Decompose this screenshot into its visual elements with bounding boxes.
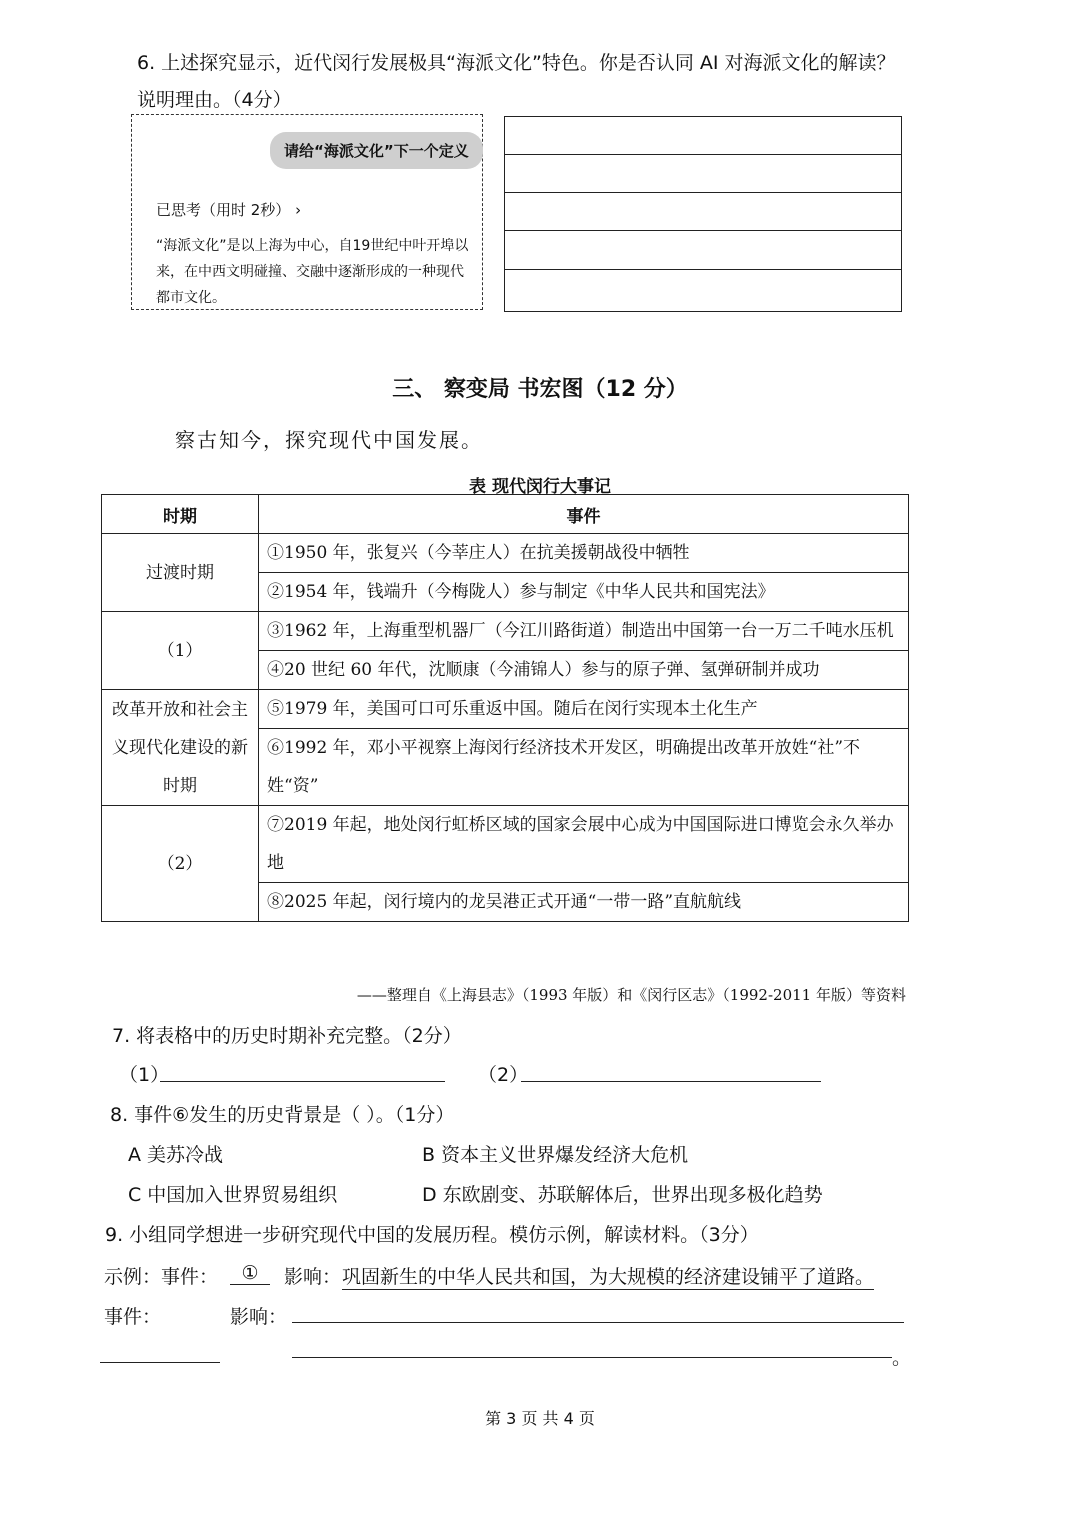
q9-impact-line-2[interactable] — [292, 1357, 892, 1358]
q7-blank2-line[interactable] — [521, 1081, 821, 1082]
section-intro: 察古知今，探究现代中国发展。 — [175, 428, 483, 452]
q8-option-b[interactable]: B 资本主义世界爆发经济大危机 — [422, 1144, 689, 1166]
q6-line2: 说明理由。（4分） — [137, 89, 292, 111]
table-caption: 表 现代闵行大事记 — [469, 477, 611, 497]
answer-line — [505, 192, 901, 193]
header-period: 时期 — [102, 495, 259, 534]
answer-line — [505, 154, 901, 155]
event-cell: ⑦2019 年起，地处闵行虹桥区域的国家会展中心成为中国国际进口博览会永久举办地 — [259, 806, 909, 883]
event-cell: ②1954 年，钱端升（今梅陇人）参与制定《中华人民共和国宪法》 — [259, 573, 909, 612]
ai-prompt-bubble: 请给“海派文化”下一个定义 — [270, 132, 483, 169]
q7-blank2-label: （2） — [478, 1064, 529, 1086]
events-table — [101, 494, 909, 922]
table-row — [102, 806, 909, 883]
answer-line — [505, 230, 901, 231]
section-title: 三、 察变局 书宏图（12 分） — [392, 377, 688, 402]
period-cell: 改革开放和社会主义现代化建设的新时期 — [102, 690, 259, 806]
q9-impact-label: 影响： — [230, 1306, 288, 1328]
q7-blank1-label: （1） — [119, 1064, 170, 1086]
q9-example-impact-label: 影响： — [284, 1266, 342, 1288]
event-cell: ⑧2025 年起，闵行境内的龙吴港正式开通“一带一路”直航航线 — [259, 883, 909, 922]
q8-option-d[interactable]: D 东欧剧变、苏联解体后，世界出现多极化趋势 — [422, 1184, 823, 1206]
ai-thinking-label: 已思考（用时 2秒） › — [156, 201, 302, 219]
q8-text: 8. 事件⑥发生的历史背景是（ ）。（1分） — [110, 1104, 455, 1126]
table-row — [102, 612, 909, 651]
page-footer: 第 3 页 共 4 页 — [485, 1409, 595, 1428]
table-source-note: ——整理自《上海县志》（1993 年版）和《闵行区志》（1992-2011 年版）等资料 — [356, 986, 906, 1004]
event-cell: ④20 世纪 60 年代，沈顺康（今浦锦人）参与的原子弹、氢弹研制并成功 — [259, 651, 909, 690]
table-row — [102, 690, 909, 729]
q9-event-label: 事件： — [104, 1306, 162, 1328]
q8-option-c[interactable]: C 中国加入世界贸易组织 — [128, 1184, 338, 1206]
q9-impact-line-1[interactable] — [292, 1322, 904, 1323]
period-cell-blank-1[interactable]: （1） — [102, 612, 259, 690]
q7-text: 7. 将表格中的历史时期补充完整。（2分） — [112, 1025, 462, 1047]
event-cell: ⑥1992 年，邓小平视察上海闵行经济技术开发区，明确提出改革开放姓“社”不姓“资” — [259, 729, 909, 806]
period-cell-blank-2[interactable]: （2） — [102, 806, 259, 922]
q7-blank1-line[interactable] — [160, 1081, 445, 1082]
q9-text: 9. 小组同学想进一步研究现代中国的发展历程。模仿示例，解读材料。（3分） — [105, 1224, 759, 1246]
event-cell: ⑤1979 年，美国可口可乐重返中国。随后在闵行实现本土化生产 — [259, 690, 909, 729]
q9-example-impact: 巩固新生的中华人民共和国，为大规模的经济建设铺平了道路。 — [342, 1262, 874, 1290]
event-cell: ①1950 年，张复兴（今莘庄人）在抗美援朝战役中牺牲 — [259, 534, 909, 573]
ai-answer-text: “海派文化”是以上海为中心，自19世纪中叶开埠以来，在中西文明碰撞、交融中逐渐形成的一种现代都市文化。 — [156, 238, 469, 306]
header-event: 事件 — [259, 495, 909, 534]
q8-option-a[interactable]: A 美苏冷战 — [128, 1144, 224, 1166]
q9-example-label: 示例：事件： — [104, 1266, 219, 1288]
period-cell: 过渡时期 — [102, 534, 259, 612]
answer-line — [505, 269, 901, 270]
q6-line1: 6. 上述探究显示，近代闵行发展极具“海派文化”特色。你是否认同 AI 对海派文化的解读？ — [137, 52, 896, 74]
q9-end-mark: 。 — [892, 1347, 912, 1369]
q9-example-event: ① — [230, 1262, 270, 1285]
table-row — [102, 534, 909, 573]
table-header-row — [102, 495, 909, 534]
ai-chat-box — [131, 114, 483, 310]
q6-answer-area[interactable] — [504, 116, 902, 312]
event-cell: ③1962 年，上海重型机器厂（今江川路街道）制造出中国第一台一万二千吨水压机 — [259, 612, 909, 651]
q9-event-line[interactable] — [100, 1362, 220, 1363]
